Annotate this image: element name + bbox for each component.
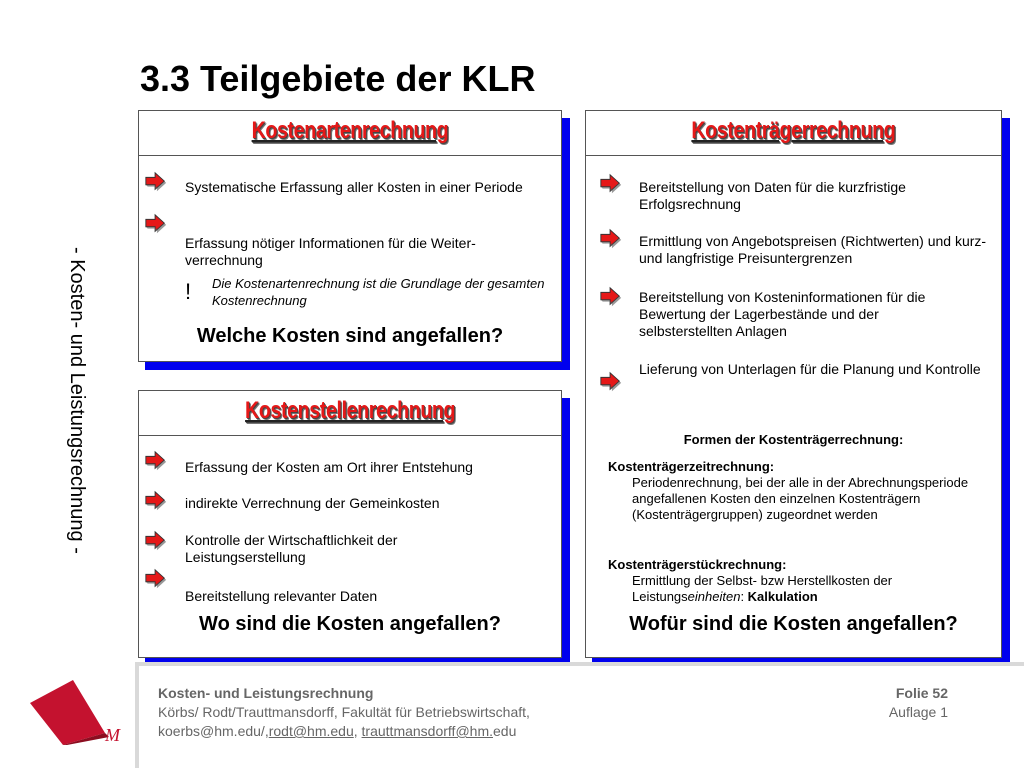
red-arrow-icon	[144, 567, 168, 591]
red-arrow-icon	[144, 212, 168, 236]
bullet-text: Kontrolle der Wirtschaftlichkeit der Leistungserstellung	[185, 532, 398, 565]
bullet-text: Ermittlung von Angebotspreisen (Richtwerten) und kurz- und langfristige Preisuntergrenzen	[639, 233, 987, 266]
red-arrow-icon	[144, 529, 168, 553]
bullet-text: Erfassung nötiger Informationen für die Weiter-verrechnung	[185, 235, 476, 268]
panel-header	[586, 111, 1001, 156]
panel-kostenarten	[138, 110, 562, 362]
red-arrow-icon	[599, 227, 623, 251]
note-text: Die Kostenartenrechnung ist die Grundlage der gesamten Kostenrechnung	[212, 276, 545, 308]
form-heading: Kostenträgerzeitrechnung:	[608, 459, 775, 474]
bullet-text: Bereitstellung von Kosteninformationen für die Bewertung der Lagerbestände und der selbsterstellten Anlagen	[639, 289, 926, 339]
panel-header	[139, 391, 561, 436]
footer-course: Kosten- und Leistungsrechnung	[158, 685, 374, 701]
panel-header	[139, 111, 561, 156]
form-description: Ermittlung der Selbst- bzw Herstellkosten der Leistungseinheiten: Kalkulation	[632, 573, 893, 604]
red-arrow-icon	[144, 170, 168, 194]
logo-letter: M	[105, 725, 120, 745]
form-heading: Kostenträgerstückrechnung:	[608, 557, 787, 572]
panel-heading: Kostenstellenrechnung	[244, 397, 456, 424]
bullet-text: Lieferung von Unterlagen für die Planung und Kontrolle	[639, 361, 981, 377]
panel-heading: Kostenträgerrechnung	[691, 117, 896, 144]
footer-divider	[135, 662, 1024, 666]
panel-question: Welche Kosten sind angefallen?	[196, 325, 504, 347]
red-arrow-icon	[144, 489, 168, 513]
red-arrow-icon	[599, 370, 623, 394]
panel-kostentraeger	[585, 110, 1002, 658]
panel-question: Wofür sind die Kosten angefallen?	[629, 613, 958, 635]
red-arrow-icon	[144, 449, 168, 473]
page-title: 3.3 Teilgebiete der KLR	[140, 58, 536, 99]
footer-emails: koerbs@hm.edu/,rodt@hm.edu, trauttmansdorff@hm.edu	[158, 723, 517, 739]
red-arrow-icon	[599, 285, 623, 309]
footer-authors: Körbs/ Rodt/Trauttmansdorff, Fakultät für Betriebswirtschaft,	[158, 704, 530, 720]
bullet-text: Bereitstellung relevanter Daten	[185, 588, 378, 604]
side-label: - Kosten- und Leistungsrechnung -	[66, 246, 88, 554]
footer-divider	[135, 662, 139, 768]
bullet-text: Erfassung der Kosten am Ort ihrer Entstehung	[185, 459, 473, 475]
bullet-text: indirekte Verrechnung der Gemeinkosten	[185, 495, 440, 511]
exclamation-icon: !	[185, 279, 192, 304]
email-link[interactable]: trauttmansdorff@hm.	[361, 723, 493, 739]
panel-question: Wo sind die Kosten angefallen?	[199, 613, 501, 635]
bullet-text: Bereitstellung von Daten für die kurzfristige Erfolgsrechnung	[639, 179, 906, 212]
forms-title: Formen der Kostenträgerrechnung:	[683, 432, 904, 447]
university-logo	[25, 675, 125, 745]
panel-kostenstellen	[138, 390, 562, 658]
slide-number: Folie 52	[895, 685, 948, 701]
red-arrow-icon	[599, 172, 623, 196]
email-link[interactable]: rodt@hm.edu	[268, 723, 354, 739]
bullet-text: Systematische Erfassung aller Kosten in einer Periode	[185, 179, 523, 195]
edition: Auflage 1	[888, 704, 948, 720]
panel-heading: Kostenartenrechnung	[251, 117, 449, 144]
form-description: Periodenrechnung, bei der alle in der Abrechnungsperiode angefallenen Kosten den einzelnen Kostenträgern (Kostenträgergruppen) zugeordnet werden	[632, 475, 969, 522]
